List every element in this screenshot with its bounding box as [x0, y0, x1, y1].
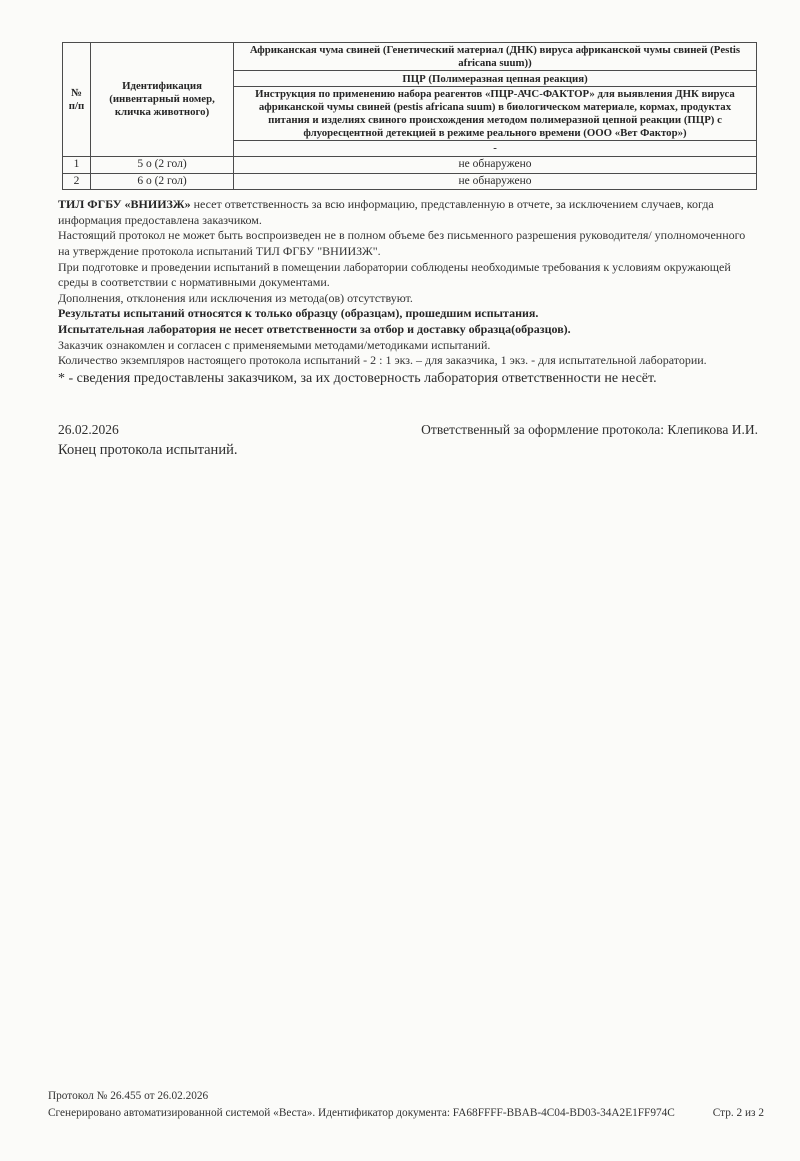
col-header-num: № п/п [63, 43, 91, 157]
note-customer-informed: Заказчик ознакомлен и согласен с применяемыми методами/методиками испытаний. [58, 337, 491, 352]
note-liability [58, 197, 758, 228]
note-results-apply: Результаты испытаний относятся к только образцу (образцам), прошедшим испытания. [58, 306, 539, 321]
signoff-row [58, 422, 758, 438]
table-row [63, 157, 757, 174]
note-copies: Количество экземпляров настоящего протокола испытаний - 2 : 1 экз. – для заказчика, 1 экз. - для испытательной лаборатории. [58, 353, 707, 368]
col-header-identification: Идентификация (инвентарный номер, кличка животного) [91, 43, 234, 157]
note-deviations: Дополнения, отклонения или исключения из метода(ов) отсутствуют. [58, 290, 413, 305]
protocol-date: 26.02.2026 [58, 422, 119, 438]
results-table [62, 42, 757, 190]
footer-protocol-number: Протокол № 26.455 от 26.02.2026 [48, 1090, 209, 1102]
table-row [63, 173, 757, 190]
row-result: не обнаружено [234, 157, 757, 174]
note-conditions: При подготовке и проведении испытаний в помещении лаборатории соблюдены необходимые требования к условиям окружающей среды в соответствии с нормативными документами. [58, 259, 731, 290]
row-result: не обнаружено [234, 173, 757, 190]
signoff-section [58, 422, 758, 459]
row-identification: 5 о (2 гол) [91, 157, 234, 174]
table-header-row [63, 43, 757, 71]
footer-generated-id: Сгенерировано автоматизированной системой «Веста». Идентификатор документа: FA68FFFF-BBAB-4C04-BD03-34A2E1FF974C [48, 1106, 675, 1119]
footer-page-number: Стр. 2 из 2 [712, 1106, 764, 1119]
note-sampling: Испытательная лаборатория не несет ответственности за отбор и доставку образца(образцов). [58, 322, 571, 337]
note-asterisk: * - сведения предоставлены заказчиком, за их достоверность лаборатория ответственности не несёт. [58, 370, 657, 386]
protocol-page [0, 42, 800, 1119]
col-header-dash: - [234, 141, 757, 157]
row-num: 1 [63, 157, 91, 174]
note-reproduction: Настоящий протокол не может быть воспроизведен не в полном объеме без письменного разрешения руководителя/ уполномоченного на утверждение протокола испытаний ТИЛ ФГБУ "ВНИИЗЖ". [58, 228, 746, 259]
note-liability-rest: несет ответственность за всю информацию, представленную в отчете, за исключением случаев, когда информация предоставлена заказчиком. [58, 197, 714, 227]
col-header-method: ПЦР (Полимеразная цепная реакция) [234, 71, 757, 87]
responsible-person: Ответственный за оформление протокола: Клепикова И.И. [421, 422, 758, 438]
page-footer [48, 1088, 766, 1121]
notes-section [58, 197, 758, 388]
row-identification: 6 о (2 гол) [91, 173, 234, 190]
row-num: 2 [63, 173, 91, 190]
end-of-protocol: Конец протокола испытаний. [58, 442, 238, 459]
note-liability-lead: ТИЛ ФГБУ «ВНИИЗЖ» [58, 197, 191, 212]
col-header-disease: Африканская чума свиней (Генетический материал (ДНК) вируса африканской чумы свиней (Pestis africana suum)) [234, 43, 757, 71]
col-header-instruction: Инструкция по применению набора реагентов «ПЦР-АЧС-ФАКТОР» для выявления ДНК вируса африканской чумы свиней (pestis africana suum) в биологическом материале, кормах, продуктах питания и изделиях свиного происхождения методом полимеразной цепной реакции (ПЦР) с флуоресцентной детекцией в режиме реального времени (ООО «Вет Фактор») [234, 87, 757, 141]
